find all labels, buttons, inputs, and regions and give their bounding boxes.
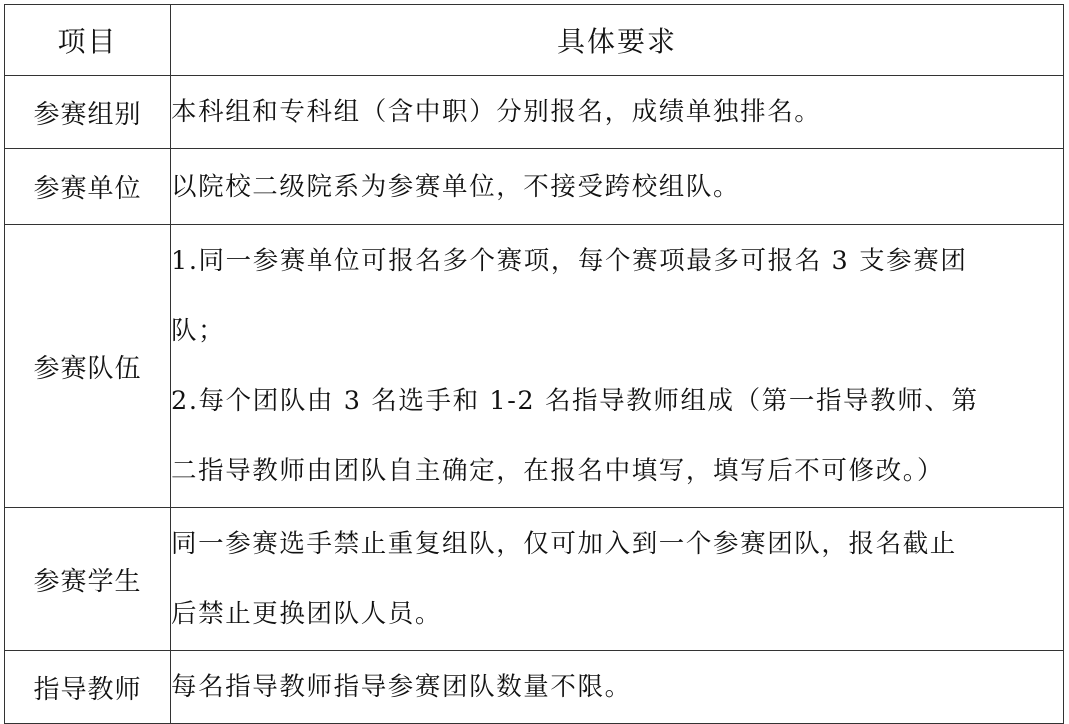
requirement-line: 本科组和专科组（含中职）分别报名，成绩单独排名。 xyxy=(171,97,822,127)
row-item-label: 参赛单位 xyxy=(5,149,171,225)
row-requirement xyxy=(171,76,1064,149)
header-requirement: 具体要求 xyxy=(171,5,1064,76)
requirement-line: 以院校二级院系为参赛单位，不接受跨校组队。 xyxy=(171,171,741,202)
row-requirement xyxy=(171,508,1064,651)
table-row xyxy=(5,651,1064,724)
table-row xyxy=(5,149,1064,225)
requirement-line: 同一参赛选手禁止重复组队，仅可加入到一个参赛团队，报名截止 xyxy=(171,529,957,559)
requirements-table xyxy=(4,4,1064,724)
header-item: 项目 xyxy=(5,5,171,76)
row-requirement xyxy=(171,149,1064,225)
row-item-label: 参赛队伍 xyxy=(5,225,171,508)
requirement-line: 2.每个团队由 3 名选手和 1-2 名指导教师组成（第一指导教师、第 xyxy=(171,386,979,416)
table-row xyxy=(5,225,1064,508)
requirement-line: 后禁止更换团队人员。 xyxy=(171,599,443,629)
table-row xyxy=(5,76,1064,149)
requirement-line: 每名指导教师指导参赛团队数量不限。 xyxy=(171,672,632,702)
table-row xyxy=(5,508,1064,651)
table-header-row xyxy=(5,5,1064,76)
row-requirement xyxy=(171,651,1064,724)
row-item-label: 指导教师 xyxy=(5,651,171,724)
requirement-line: 1.同一参赛单位可报名多个赛项，每个赛项最多可报名 3 支参赛团 xyxy=(171,246,968,276)
row-item-label: 参赛组别 xyxy=(5,76,171,149)
row-requirement xyxy=(171,225,1064,508)
requirement-line: 队； xyxy=(171,316,226,346)
requirement-line: 二指导教师由团队自主确定，在报名中填写，填写后不可修改。） xyxy=(171,456,945,486)
row-item-label: 参赛学生 xyxy=(5,508,171,651)
